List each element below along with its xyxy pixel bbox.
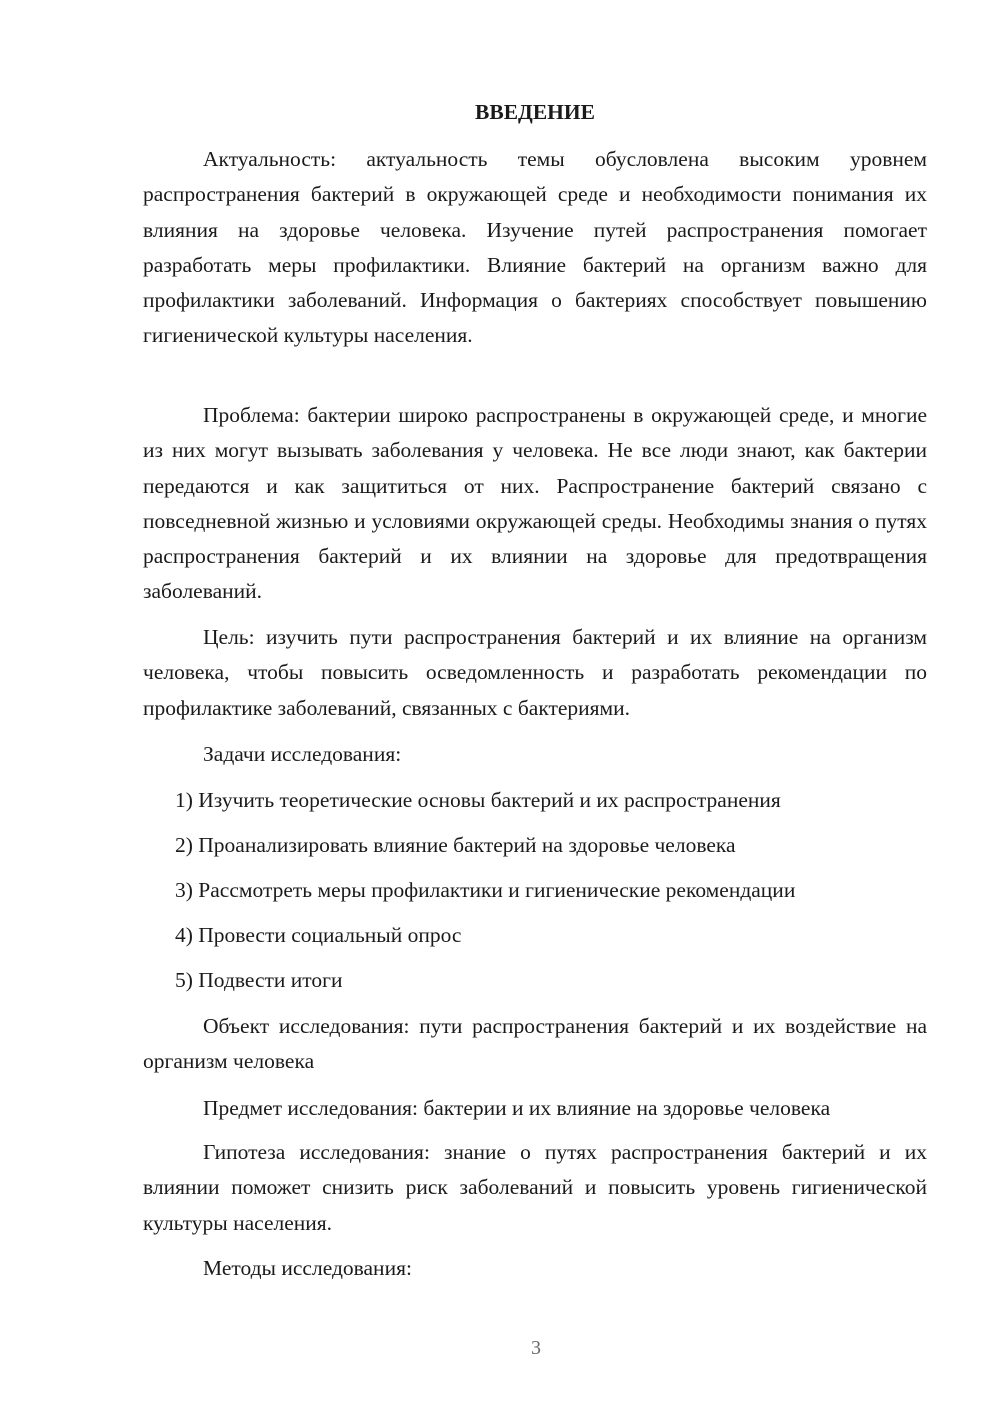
list-item: 4) Провести социальный опрос [175, 923, 462, 947]
paragraph-object: Объект исследования: пути распространения бактерий и их воздействие на организм человека [143, 1014, 927, 1074]
methods-heading: Методы исследования: [203, 1256, 412, 1280]
paragraph-problem: Проблема: бактерии широко распространены в окружающей среде, и многие из них могут вызывать заболевания у человека. Не все люди знают, как бактерии передаются и как защититься от них. Распространение бактерий связано с повседневной жизнью и условиями окружающей среды. Необходимы знания о путях распространения бактерий и их влиянии на здоровье для предотвращения заболеваний. [143, 403, 927, 604]
paragraph-relevance: Актуальность: актуальность темы обусловлена высоким уровнем распространения бактерий в окружающей среде и необходимости понимания их влияния на здоровье человека. Изучение путей распространения помогает разработать меры профилактики. Влияние бактерий на организм важно для профилактики заболеваний. Информация о бактериях способствует повышению гигиенической культуры населения. [143, 147, 927, 348]
page-title: ВВЕДЕНИЕ [475, 100, 595, 124]
paragraph-hypothesis: Гипотеза исследования: знание о путях распространения бактерий и их влиянии поможет снизить риск заболеваний и повысить уровень гигиенической культуры населения. [143, 1140, 927, 1235]
page-number: 3 [531, 1337, 541, 1359]
list-item: 1) Изучить теоретические основы бактерий и их распространения [175, 788, 781, 812]
paragraph-subject: Предмет исследования: бактерии и их влияние на здоровье человека [203, 1096, 831, 1120]
paragraph-goal: Цель: изучить пути распространения бактерий и их влияние на организм человека, чтобы повысить осведомленность и разработать рекомендации по профилактике заболеваний, связанных с бактериями. [143, 625, 927, 720]
list-item: 2) Проанализировать влияние бактерий на здоровье человека [175, 833, 736, 857]
tasks-heading: Задачи исследования: [203, 742, 402, 766]
list-item: 3) Рассмотреть меры профилактики и гигиенические рекомендации [175, 878, 796, 902]
list-item: 5) Подвести итоги [175, 968, 343, 992]
